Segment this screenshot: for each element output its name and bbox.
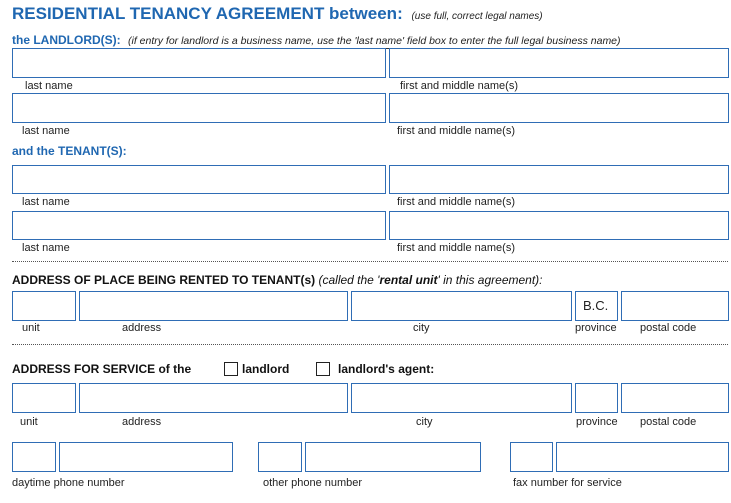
tenant-2-first-name-field[interactable] xyxy=(389,211,729,240)
tenant-1-first-name-field[interactable] xyxy=(389,165,729,194)
tenant-2-last-name-label: last name xyxy=(22,242,70,254)
rental-province-value: B.C. xyxy=(583,298,609,313)
service-address-field[interactable] xyxy=(79,383,348,413)
landlord-heading xyxy=(12,33,621,47)
service-unit-label: unit xyxy=(20,416,38,428)
daytime-phone-number-field[interactable] xyxy=(59,442,233,472)
service-address-label: address xyxy=(122,416,162,428)
tenant-1-first-name-label: first and middle name(s) xyxy=(397,196,515,208)
rental-unit-field[interactable] xyxy=(12,291,76,321)
rental-address-heading-text: ADDRESS OF PLACE BEING RENTED TO TENANT(s) xyxy=(12,273,316,287)
service-address-heading: ADDRESS FOR SERVICE of the xyxy=(12,362,192,376)
rental-address-note-end: ' in this agreement): xyxy=(437,273,543,287)
landlord-heading-text: the LANDLORD(S): xyxy=(12,33,121,47)
daytime-phone-area-code-field[interactable] xyxy=(12,442,56,472)
landlord-1-first-name-field[interactable] xyxy=(389,48,729,78)
tenant-heading: and the TENANT(S): xyxy=(12,144,127,158)
rental-province-field[interactable] xyxy=(575,291,618,321)
rental-postal-code-label: postal code xyxy=(640,322,697,334)
fax-area-code-field[interactable] xyxy=(510,442,553,472)
other-phone-area-code-field[interactable] xyxy=(258,442,302,472)
form-title-note: (use full, correct legal names) xyxy=(411,11,543,22)
landlord-1-last-name-field[interactable] xyxy=(12,48,386,78)
service-postal-code-field[interactable] xyxy=(621,383,729,413)
service-unit-field[interactable] xyxy=(12,383,76,413)
landlord-option-label: landlord xyxy=(242,362,290,376)
landlord-note: (if entry for landlord is a business name, use the 'last name' field box to enter the full legal business name) xyxy=(128,35,621,47)
rental-address-note-emph: rental unit xyxy=(379,273,438,287)
tenant-1-last-name-label: last name xyxy=(22,196,70,208)
section-divider-1 xyxy=(12,261,728,262)
landlord-2-last-name-label: last name xyxy=(22,125,70,137)
rental-address-heading xyxy=(12,273,543,287)
form-title-text: RESIDENTIAL TENANCY AGREEMENT between: xyxy=(12,4,403,23)
landlord-1-first-name-label: first and middle name(s) xyxy=(400,80,518,92)
fax-number-field[interactable] xyxy=(556,442,729,472)
tenant-1-last-name-field[interactable] xyxy=(12,165,386,194)
rental-city-field[interactable] xyxy=(351,291,572,321)
service-city-label: city xyxy=(416,416,433,428)
landlord-checkbox[interactable] xyxy=(224,362,238,376)
landlord-agent-checkbox[interactable] xyxy=(316,362,330,376)
rental-address-field[interactable] xyxy=(79,291,348,321)
tenant-2-last-name-field[interactable] xyxy=(12,211,386,240)
service-city-field[interactable] xyxy=(351,383,572,413)
form-title xyxy=(12,4,543,24)
other-phone-label: other phone number xyxy=(263,477,363,489)
service-province-label: province xyxy=(576,416,618,428)
landlord-agent-option-label: landlord's agent: xyxy=(338,362,435,376)
service-province-field[interactable] xyxy=(575,383,618,413)
rental-unit-label: unit xyxy=(22,322,40,334)
service-postal-code-label: postal code xyxy=(640,416,697,428)
landlord-2-last-name-field[interactable] xyxy=(12,93,386,123)
rental-postal-code-field[interactable] xyxy=(621,291,729,321)
other-phone-number-field[interactable] xyxy=(305,442,481,472)
daytime-phone-label: daytime phone number xyxy=(12,477,125,489)
rental-province-label: province xyxy=(575,322,617,334)
fax-label: fax number for service xyxy=(513,477,622,489)
rental-address-label: address xyxy=(122,322,162,334)
rental-address-note-start: (called the ' xyxy=(318,273,380,287)
landlord-1-last-name-label: last name xyxy=(25,80,73,92)
tenant-2-first-name-label: first and middle name(s) xyxy=(397,242,515,254)
landlord-2-first-name-field[interactable] xyxy=(389,93,729,123)
landlord-2-first-name-label: first and middle name(s) xyxy=(397,125,515,137)
section-divider-2 xyxy=(12,344,728,345)
rental-city-label: city xyxy=(413,322,430,334)
